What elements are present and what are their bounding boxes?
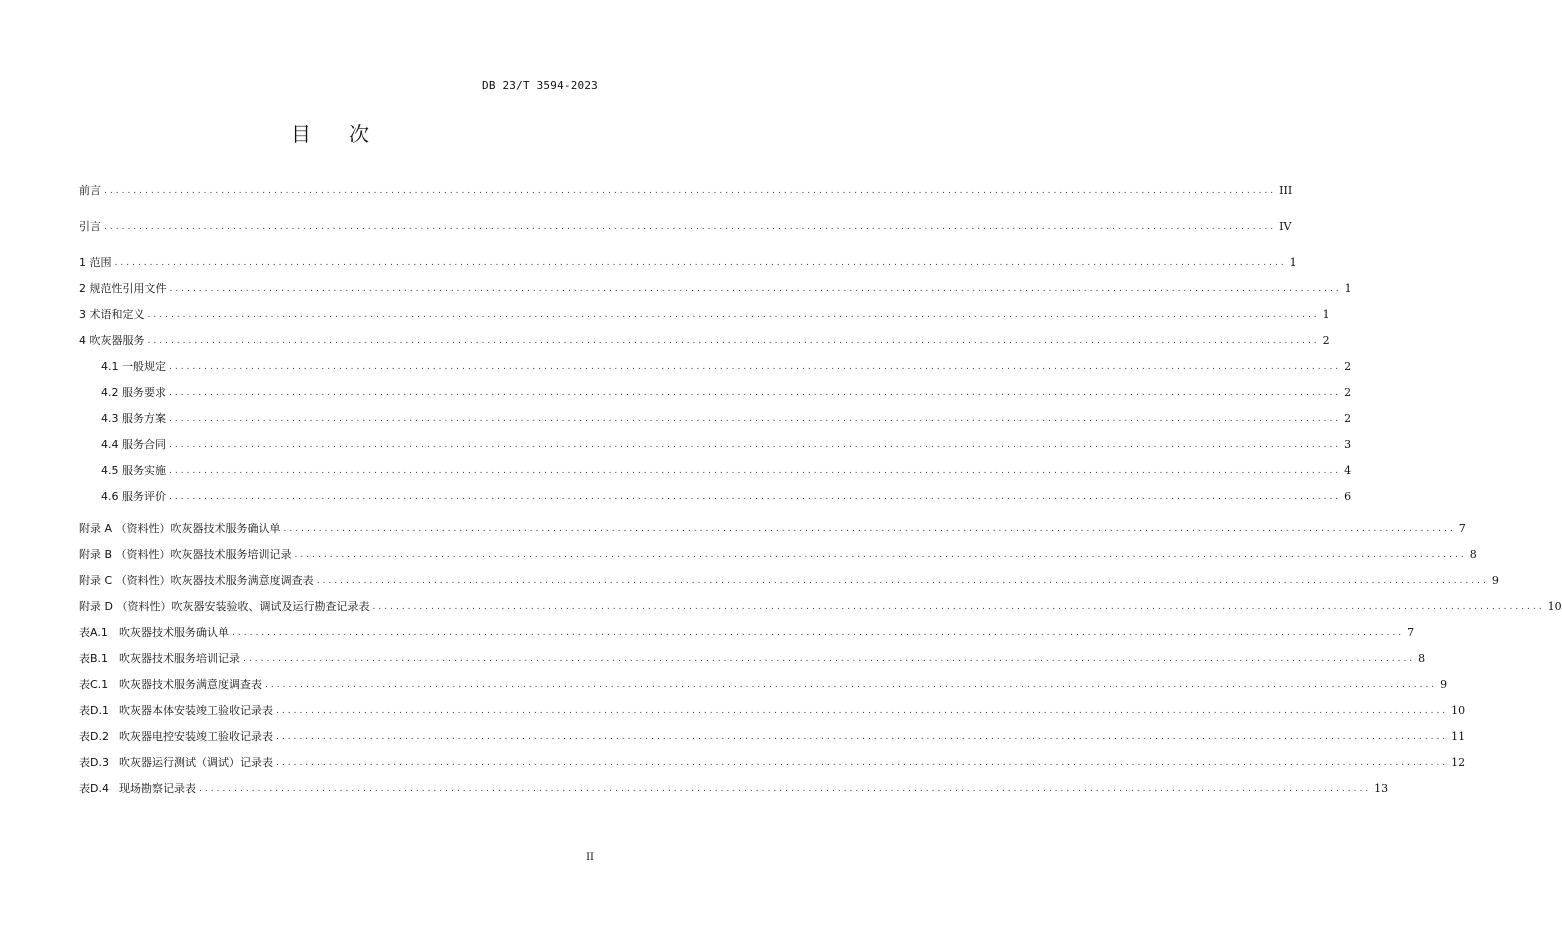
dot-leader: ........................................................................................................................................................................................................ <box>316 576 1489 586</box>
toc-entry-page: 1 <box>1289 256 1297 269</box>
toc-entry-table-d1[interactable] <box>79 703 1466 719</box>
toc-entry-label: 4 吹灰器服务 <box>79 334 145 347</box>
dot-leader: ........................................................................................................................................................................................................ <box>169 414 1342 424</box>
toc-entry-4-3[interactable] <box>101 411 1352 427</box>
toc-entry-appendix-c[interactable] <box>79 573 1499 589</box>
toc-entry-label: 现场勘察记录表 <box>119 782 196 795</box>
dot-leader: ........................................................................................................................................................................................................ <box>104 186 1277 196</box>
toc-entry-page: 2 <box>1344 360 1352 373</box>
toc-entry-table-d2[interactable] <box>79 729 1466 745</box>
toc-entry-terms[interactable] <box>79 307 1330 323</box>
toc-entry-page: 12 <box>1451 756 1466 769</box>
page-number: II <box>586 852 594 863</box>
toc-title <box>0 118 662 147</box>
toc-entry-normative-references[interactable] <box>79 281 1352 297</box>
toc-entry-page: 4 <box>1344 464 1352 477</box>
toc-entry-label: 附录 B （资料性）吹灰器技术服务培训记录 <box>79 548 292 561</box>
toc-entry-label: 吹灰器技术服务确认单 <box>119 626 229 639</box>
toc-title-char-2: 次 <box>349 122 371 146</box>
toc-entry-label: 4.4 服务合同 <box>101 438 166 451</box>
toc-entry-label: 前言 <box>79 184 101 197</box>
toc-entry-page: 3 <box>1344 438 1352 451</box>
toc-entry-foreword[interactable] <box>79 183 1293 199</box>
toc-entry-label: 吹灰器运行测试（调试）记录表 <box>119 756 273 769</box>
toc-entry-prefix: 表D.4 <box>79 782 109 795</box>
toc-entry-label: 3 术语和定义 <box>79 308 145 321</box>
toc-entry-page: 2 <box>1344 386 1352 399</box>
toc-entry-4-5[interactable] <box>101 463 1352 479</box>
dot-leader: ........................................................................................................................................................................................................ <box>169 492 1342 502</box>
dot-leader: ........................................................................................................................................................................................................ <box>147 336 1320 346</box>
toc-entry-soot-blower-service[interactable] <box>79 333 1330 349</box>
toc-entry-label: 引言 <box>79 220 101 233</box>
toc-entry-label: 1 范围 <box>79 256 112 269</box>
dot-leader: ........................................................................................................................................................................................................ <box>232 628 1405 638</box>
toc-entry-page: 7 <box>1407 626 1415 639</box>
toc-entry-page: 10 <box>1451 704 1466 717</box>
toc-entry-4-2[interactable] <box>101 385 1352 401</box>
toc-entry-page: 2 <box>1322 334 1330 347</box>
dot-leader: ........................................................................................................................................................................................................ <box>147 310 1320 320</box>
dot-leader: ........................................................................................................................................................................................................ <box>265 680 1438 690</box>
toc-entry-table-d4[interactable] <box>79 781 1389 797</box>
toc-entry-prefix: 表D.2 <box>79 730 109 743</box>
toc-entry-page: III <box>1279 184 1293 197</box>
dot-leader: ........................................................................................................................................................................................................ <box>169 388 1342 398</box>
dot-leader: ........................................................................................................................................................................................................ <box>169 466 1342 476</box>
toc-entry-page: 7 <box>1458 522 1466 535</box>
toc-entry-page: 8 <box>1469 548 1477 561</box>
dot-leader: ........................................................................................................................................................................................................ <box>294 550 1467 560</box>
toc-entry-appendix-b[interactable] <box>79 547 1477 563</box>
toc-entry-label: 吹灰器技术服务培训记录 <box>119 652 240 665</box>
toc-entry-page: IV <box>1279 220 1292 233</box>
dot-leader: ........................................................................................................................................................................................................ <box>169 440 1342 450</box>
dot-leader: ........................................................................................................................................................................................................ <box>276 758 1449 768</box>
toc-entry-label: 附录 C （资料性）吹灰器技术服务满意度调查表 <box>79 574 314 587</box>
dot-leader: ........................................................................................................................................................................................................ <box>372 602 1545 612</box>
dot-leader: ........................................................................................................................................................................................................ <box>104 222 1277 232</box>
toc-entry-page: 6 <box>1344 490 1352 503</box>
toc-entry-prefix: 表B.1 <box>79 652 109 665</box>
dot-leader: ........................................................................................................................................................................................................ <box>243 654 1416 664</box>
document-code: DB 23/T 3594-2023 <box>482 79 598 92</box>
toc-entry-label: 4.1 一般规定 <box>101 360 166 373</box>
dot-leader: ........................................................................................................................................................................................................ <box>283 524 1456 534</box>
toc-entry-page: 2 <box>1344 412 1352 425</box>
toc-entry-introduction[interactable] <box>79 219 1292 235</box>
toc-entry-label: 附录 A （资料性）吹灰器技术服务确认单 <box>79 522 281 535</box>
toc-entry-page: 9 <box>1440 678 1448 691</box>
dot-leader: ........................................................................................................................................................................................................ <box>276 706 1449 716</box>
toc-entry-4-6[interactable] <box>101 489 1352 505</box>
toc-entry-label: 吹灰器电控安装竣工验收记录表 <box>119 730 273 743</box>
toc-entry-table-a1[interactable] <box>79 625 1415 641</box>
toc-entry-scope[interactable] <box>79 255 1297 271</box>
dot-leader: ........................................................................................................................................................................................................ <box>199 784 1372 794</box>
toc-entry-prefix: 表D.1 <box>79 704 109 717</box>
toc-entry-page: 10 <box>1547 600 1562 613</box>
dot-leader: ........................................................................................................................................................................................................ <box>114 258 1287 268</box>
toc-entry-page: 8 <box>1418 652 1426 665</box>
dot-leader: ........................................................................................................................................................................................................ <box>276 732 1449 742</box>
toc-title-char-1: 目 <box>291 122 313 146</box>
toc-entry-page: 1 <box>1344 282 1352 295</box>
toc-entry-appendix-d[interactable] <box>79 599 1562 615</box>
toc-entry-prefix: 表D.3 <box>79 756 109 769</box>
toc-entry-page: 11 <box>1451 730 1466 743</box>
toc-entry-label: 4.3 服务方案 <box>101 412 166 425</box>
toc-entry-table-c1[interactable] <box>79 677 1448 693</box>
toc-entry-page: 1 <box>1322 308 1330 321</box>
dot-leader: ........................................................................................................................................................................................................ <box>169 362 1342 372</box>
toc-entry-prefix: 表A.1 <box>79 626 108 639</box>
toc-entry-table-b1[interactable] <box>79 651 1426 667</box>
toc-entry-label: 2 规范性引用文件 <box>79 282 167 295</box>
toc-entry-table-d3[interactable] <box>79 755 1466 771</box>
toc-entry-prefix: 表C.1 <box>79 678 109 691</box>
toc-entry-appendix-a[interactable] <box>79 521 1466 537</box>
toc-entry-page: 13 <box>1374 782 1389 795</box>
toc-entry-label: 吹灰器技术服务满意度调查表 <box>119 678 262 691</box>
toc-entry-4-4[interactable] <box>101 437 1352 453</box>
dot-leader: ........................................................................................................................................................................................................ <box>169 284 1342 294</box>
toc-entry-label: 4.5 服务实施 <box>101 464 166 477</box>
toc-entry-label: 4.2 服务要求 <box>101 386 166 399</box>
toc-entry-4-1[interactable] <box>101 359 1352 375</box>
toc-entry-label: 吹灰器本体安装竣工验收记录表 <box>119 704 273 717</box>
toc-entry-label: 附录 D （资料性）吹灰器安装验收、调试及运行勘查记录表 <box>79 600 370 613</box>
toc-entry-page: 9 <box>1491 574 1499 587</box>
toc-entry-label: 4.6 服务评价 <box>101 490 166 503</box>
